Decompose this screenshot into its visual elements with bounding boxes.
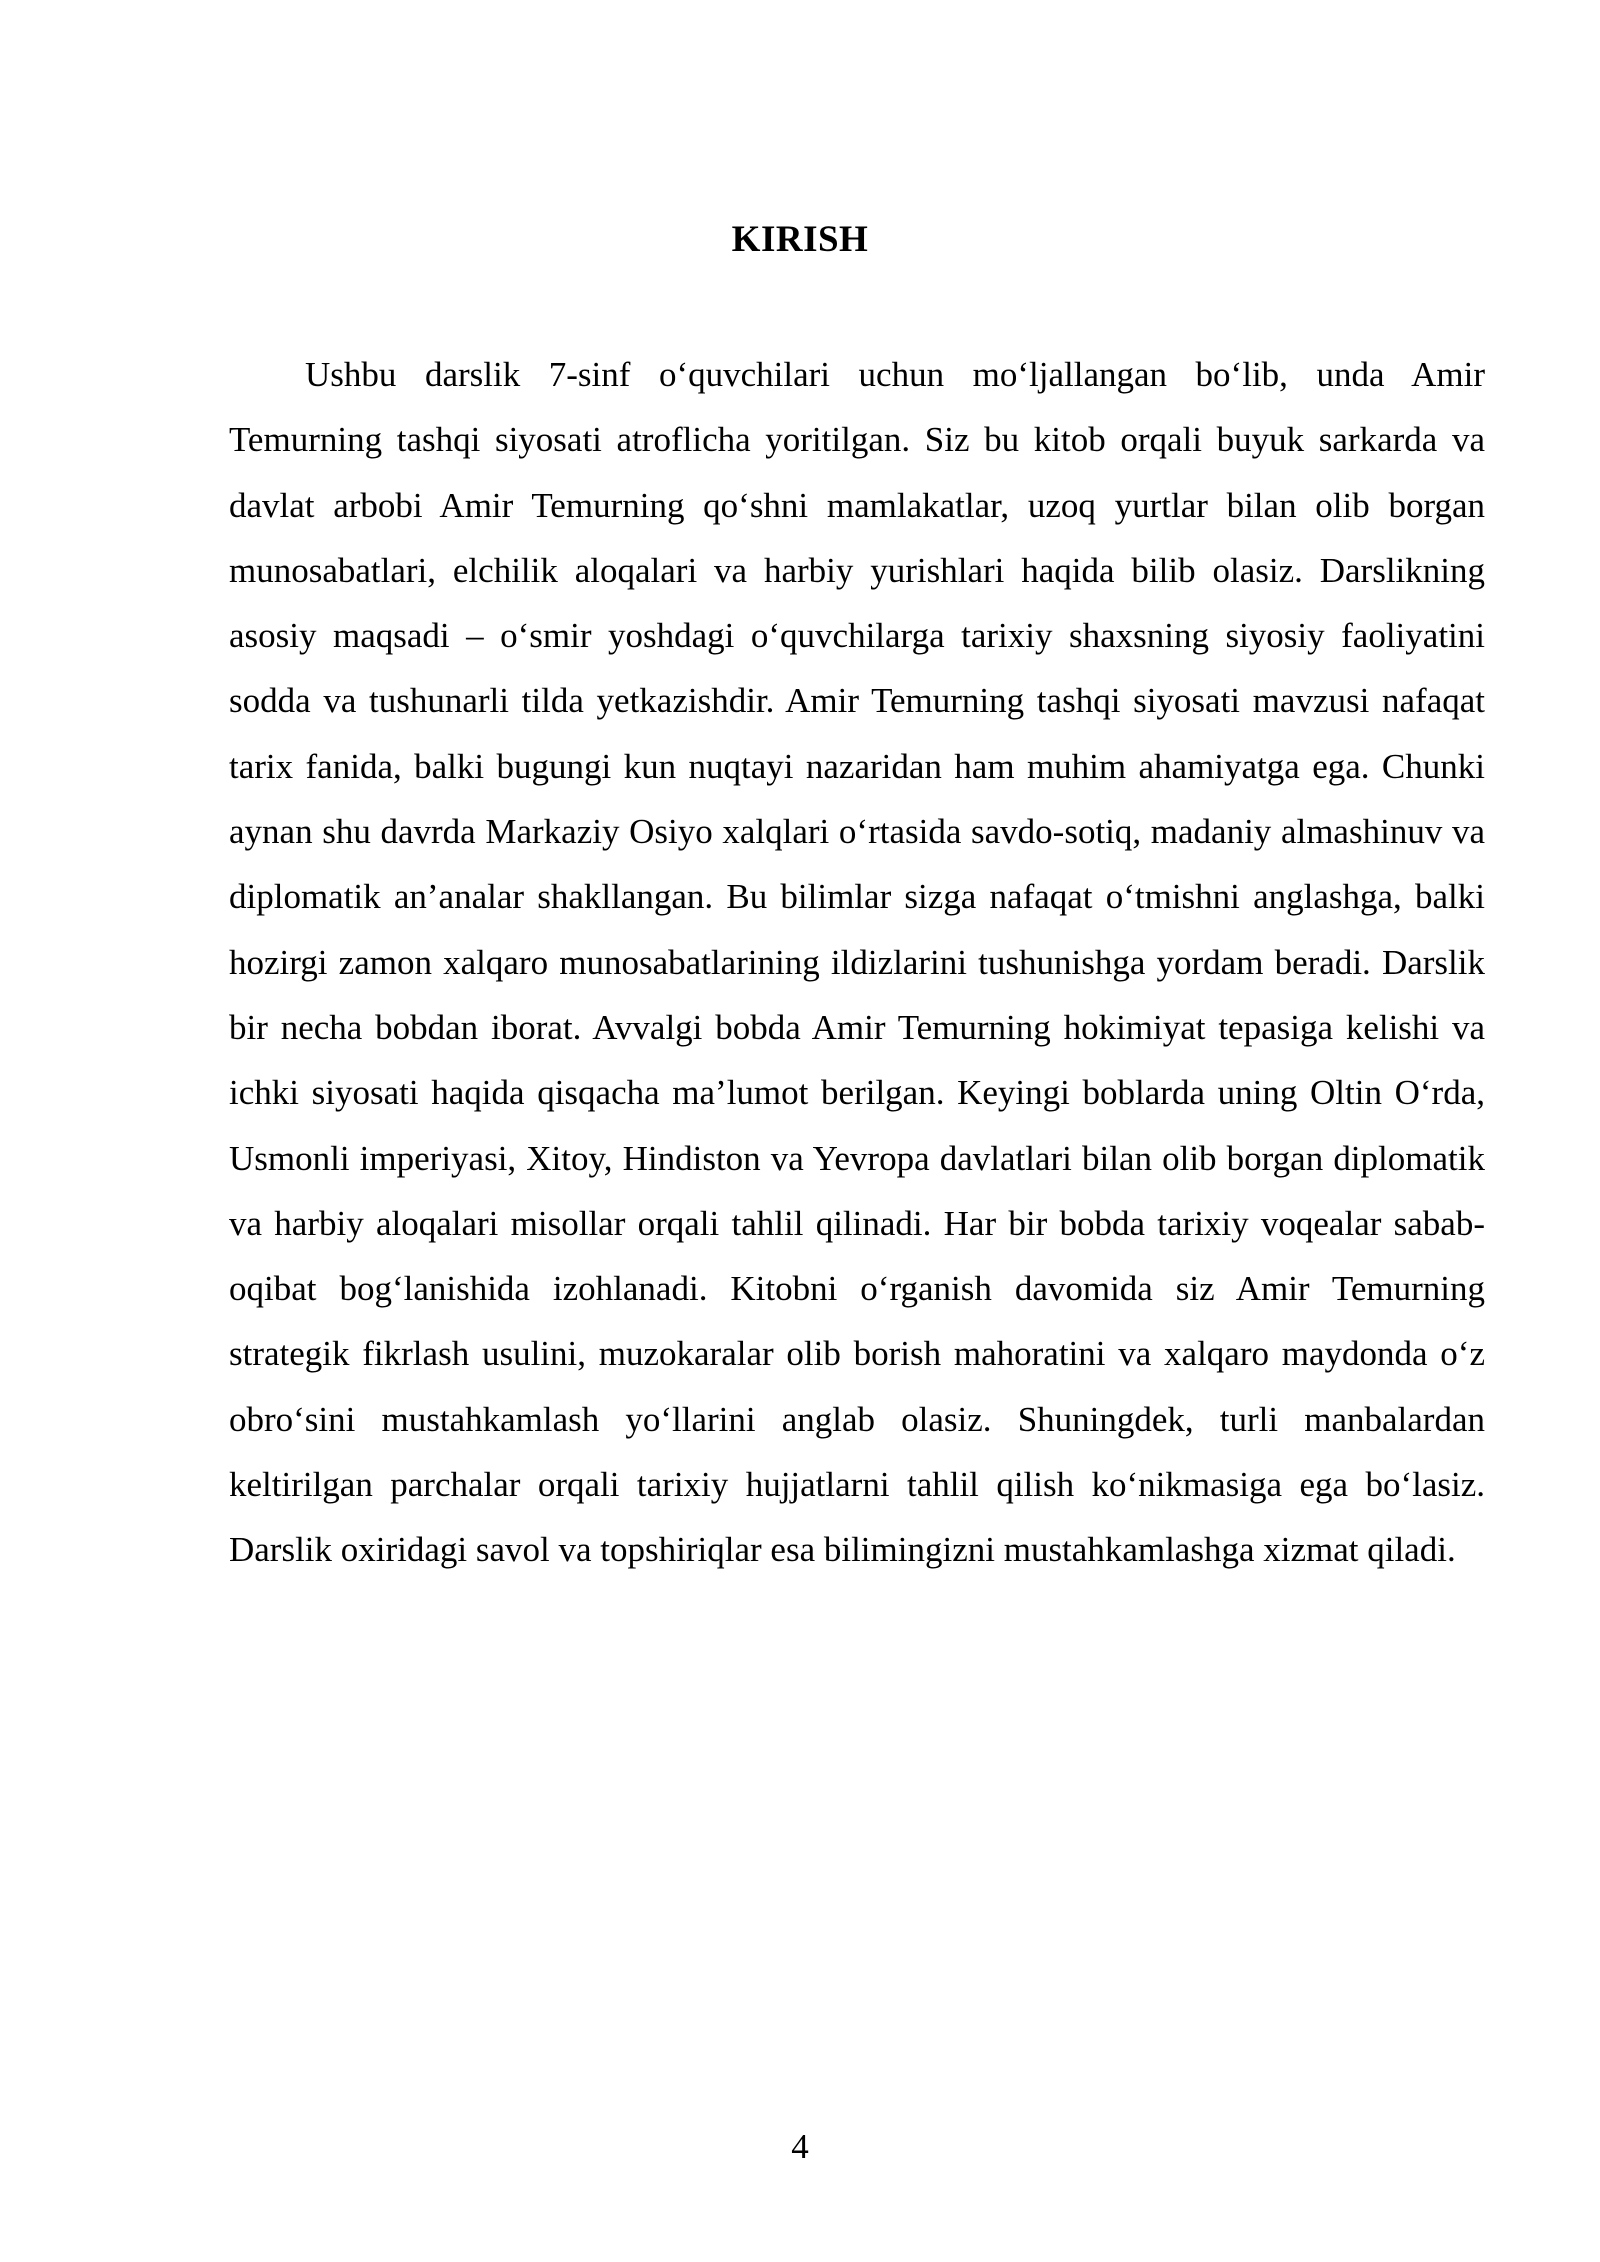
page-number: 4 — [791, 2127, 809, 2166]
body-paragraph: Ushbu darslik 7-sinf o‘quvchilari uchun mo‘ljallangan bo‘lib, unda Amir Temurning tashqi siyosati atroflicha yoritilgan. Siz bu kitob orqali buyuk sarkarda va davlat arbobi Amir Temurning qo‘shni mamlakatlar, uzoq yurtlar bilan olib borgan munosabatlari, elchilik aloqalari va harbiy yurishlari haqida bilib olasiz. Darslikning asosiy maqsadi – o‘smir yoshdagi o‘quvchilarga tarixiy shaxsning siyosiy faoliyatini sodda va tushunarli tilda yetkazishdir. Amir Temurning tashqi siyosati mavzusi nafaqat tarix fanida, balki bugungi kun nuqtayi nazaridan ham muhim ahamiyatga ega. Chunki aynan shu davrda Markaziy Osiyo xalqlari o‘rtasida savdo-sotiq, madaniy almashinuv va diplomatik an’analar shakllangan. Bu bilimlar sizga nafaqat o‘tmishni anglashga, balki hozirgi zamon xalqaro munosabatlarining ildizlarini tushunishga yordam beradi. Darslik bir necha bobdan iborat. Avvalgi bobda Amir Temurning hokimiyat tepasiga kelishi va ichki siyosati haqida qisqacha ma’lumot berilgan. Keyingi boblarda uning Oltin O‘rda, Usmonli imperiyasi, Xitoy, Hindiston va Yevropa davlatlari bilan olib borgan diplomatik va harbiy aloqalari misollar orqali tahlil qilinadi. Har bir bobda tarixiy voqealar sabab-oqibat bog‘lanishida izohlanadi. Kitobni o‘rganish davomida siz Amir Temurning strategik fikrlash usulini, muzokaralar olib borish mahoratini va xalqaro maydonda o‘z obro‘sini mustahkamlash yo‘llarini anglab olasiz. Shuningdek, turli manbalardan keltirilgan parchalar orqali tarixiy hujjatlarni tahlil qilish ko‘nikmasiga ega bo‘lasiz. Darslik oxiridagi savol va topshiriqlar esa bilimingizni mustahkamlashga xizmat qiladi. — [229, 355, 1485, 1570]
page-title: KIRISH — [731, 219, 869, 260]
